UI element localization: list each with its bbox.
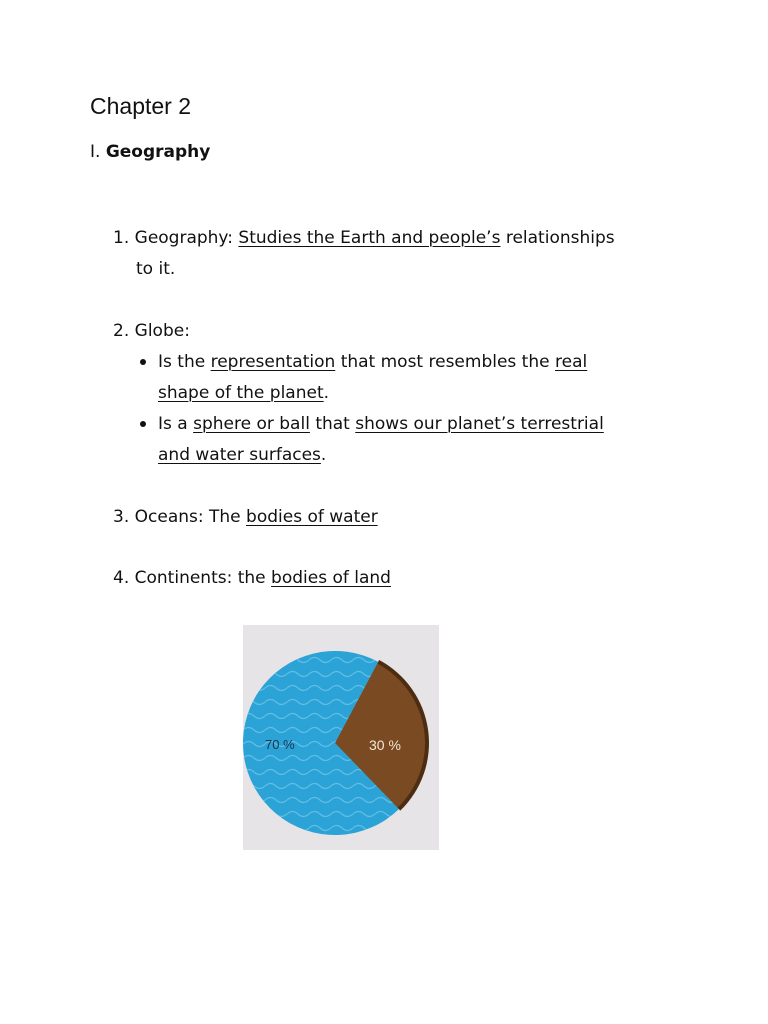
item-1-rest: relationships	[505, 228, 615, 248]
item-3-label: Oceans: The	[134, 507, 241, 527]
bullet-2-dot	[140, 421, 146, 427]
bullet-2-underline-sphere: sphere or ball	[193, 414, 310, 434]
bullet-2-period: .	[320, 445, 327, 465]
item-3-line	[113, 506, 378, 528]
bullet-2-underline-water-surfaces: and water surfaces	[158, 445, 321, 465]
item-4-number: 4.	[113, 568, 130, 588]
bullet-1-line-1	[158, 351, 587, 373]
item-4-definition: bodies of land	[271, 568, 391, 588]
pie-label-land: 30 %	[369, 737, 401, 753]
section-title: Geography	[105, 142, 211, 162]
item-1-definition: Studies the Earth and people’s	[238, 228, 501, 248]
bullet-2-text-a: Is a	[158, 414, 188, 434]
bullet-1-dot	[140, 359, 146, 365]
item-2-label: Globe:	[134, 321, 190, 341]
pie-label-water: 70 %	[265, 737, 295, 752]
chapter-title: Chapter 2	[90, 93, 192, 119]
bullet-1-text-a: Is the	[158, 352, 206, 372]
bullet-2-line-2	[158, 444, 326, 466]
bullet-1-underline-representation: representation	[210, 352, 336, 372]
item-3-number: 3.	[113, 507, 130, 527]
earth-surface-pie-chart	[243, 625, 439, 850]
bullet-2-text-b: that	[315, 414, 350, 434]
bullet-1-text-b: that most resembles the	[340, 352, 550, 372]
item-4-label: Continents: the	[134, 568, 266, 588]
item-1-label: Geography:	[134, 228, 233, 248]
section-heading	[90, 142, 210, 162]
item-2-number: 2.	[113, 321, 130, 341]
bullet-1-period: .	[323, 383, 330, 403]
item-2-line	[113, 320, 190, 342]
bullet-2-underline-shows: shows our planet’s terrestrial	[355, 414, 604, 434]
item-1-number: 1.	[113, 228, 130, 248]
bullet-1-underline-shape: shape of the planet	[158, 383, 324, 403]
bullet-2-line-1	[158, 413, 604, 435]
bullet-1-line-2	[158, 382, 329, 404]
item-4-line	[113, 567, 391, 589]
item-3-definition: bodies of water	[246, 507, 378, 527]
item-1-line-1	[113, 227, 615, 249]
bullet-1-underline-real: real	[555, 352, 588, 372]
item-1-line-2: to it.	[136, 259, 176, 279]
section-numeral: I.	[90, 142, 101, 162]
pie-chart-svg	[243, 625, 439, 850]
